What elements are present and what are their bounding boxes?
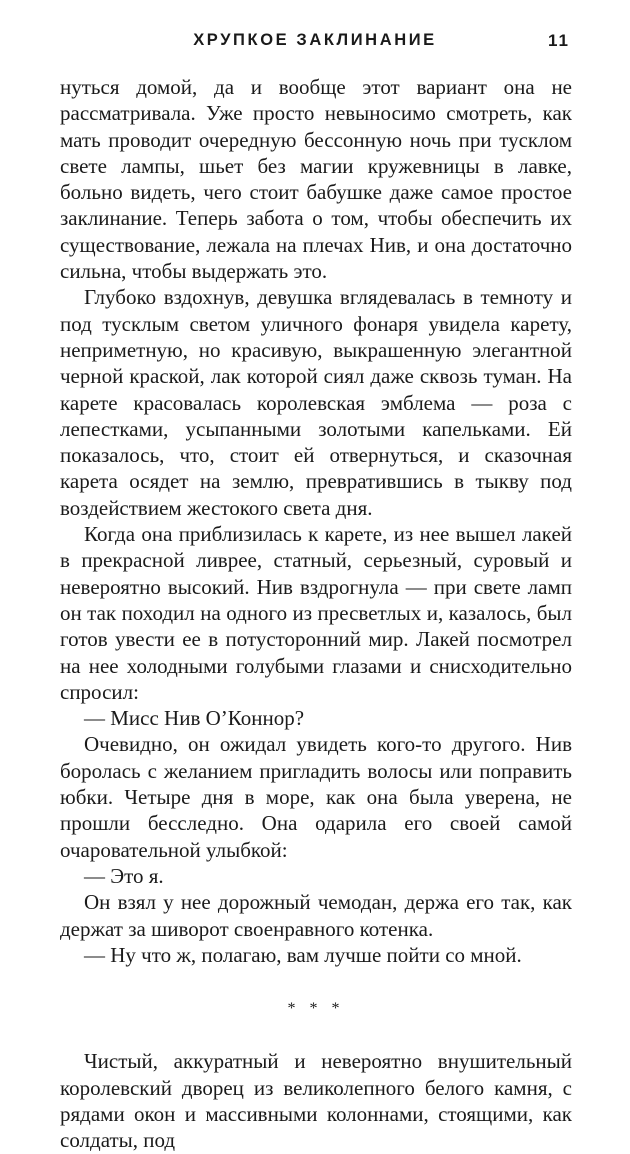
dialogue-line: — Мисс Нив О’Коннор? (84, 706, 305, 731)
running-head (60, 31, 570, 55)
body-text (60, 74, 572, 1154)
paragraph: Когда она приблизилась к карете, из нее вышел лакей в прекрасной ливрее, статный, серьезный, суровый и невероятно высокий. Нив вздрогнула — при свете ламп он так походил на одного из пресветлых и, казалось, был готов увести ее в потусторонний мир. Лакей посмотрел на нее холодными голубыми глазами и снисходительно спросил: (60, 522, 572, 704)
dialogue-line: — Ну что ж, полагаю, вам лучше пойти со мной. (84, 942, 522, 967)
paragraph: Глубоко вздохнув, девушка вглядевалась в темноту и под тусклым светом уличного фонаря увидела карету, неприметную, но красивую, выкрашенную элегантной черной краской, лак которой сиял даже сквозь туман. На карете красовалась королевская эмблема — роза с лепестками, усыпанными золотыми капельками. Ей показалось, что, стоит ей отвернуться, и сказочная карета осядет на землю, превратившись в тыкву под воздействием жестокого света дня. (60, 285, 572, 520)
paragraph-continuation: нуться домой, да и вообще этот вариант она не рассматривала. Уже просто невыносимо смотреть, как мать проводит очередную бессонную ночь при тусклом свете лампы, шьет без магии кружевницы в лавке, больно видеть, чего стоит бабушке даже самое простое заклинание. Теперь забота о том, чтобы обеспечить их существование, лежала на плечах Нив, и она достаточно сильна, чтобы выдержать это. (60, 75, 572, 284)
running-title: ХРУПКОЕ ЗАКЛИНАНИЕ (193, 31, 437, 49)
paragraph: Очевидно, он ожидал увидеть кого-то другого. Нив боролась с желанием пригладить волосы или поправить юбки. Четыре дня в море, как она была уверена, не прошли бесследно. Она одарила его своей самой очаровательной улыбкой: (60, 732, 572, 862)
paragraph: Чистый, аккуратный и невероятно внушительный королевский дворец из великолепного белого камня, с рядами окон и массивными колоннами, стоящими, как солдаты, под (60, 1049, 572, 1153)
paragraph: Он взял у нее дорожный чемодан, держа его так, как держат за шиворот своенравного котенка. (60, 890, 572, 941)
dialogue-line: — Это я. (84, 863, 164, 888)
section-separator: * * * (287, 1000, 345, 1018)
page-number: 11 (548, 31, 570, 50)
